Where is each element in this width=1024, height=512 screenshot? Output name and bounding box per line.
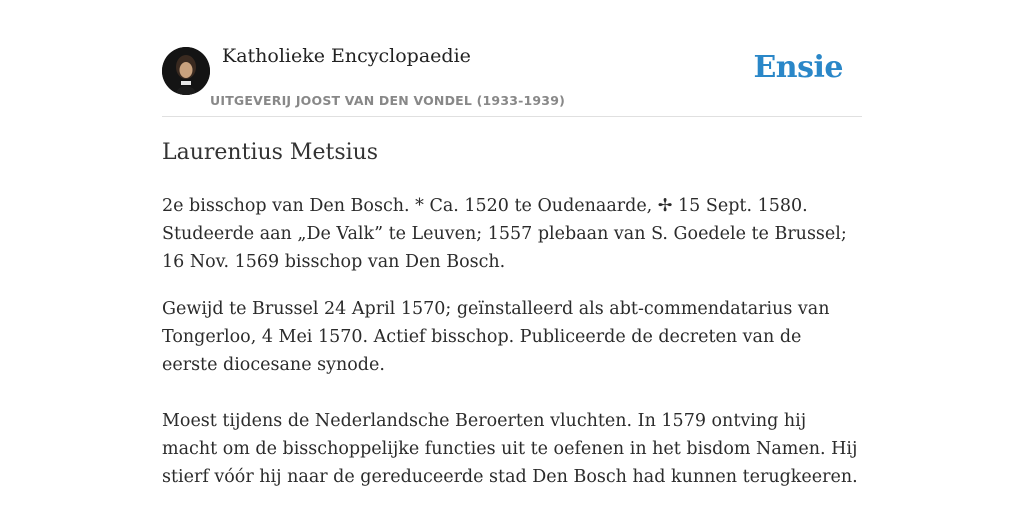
publication-title[interactable]: Katholieke Encyclopaedie bbox=[222, 45, 471, 67]
article-paragraph: Gewijd te Brussel 24 April 1570; geïnstalleerd als abt-commendatarius van Tongerloo, 4 Mei 1570. Actief bisschop. Publiceerde de decreten van de eerste diocesane synode. bbox=[162, 299, 830, 375]
brand-logo[interactable]: Ensie bbox=[753, 50, 843, 85]
header bbox=[162, 0, 862, 117]
publisher-subtitle: UITGEVERIJ JOOST VAN DEN VONDEL (1933-1939) bbox=[210, 93, 566, 108]
article-title: Laurentius Metsius bbox=[162, 140, 379, 165]
avatar[interactable] bbox=[162, 47, 210, 95]
article-paragraph: Moest tijdens de Nederlandsche Beroerten vluchten. In 1579 ontving hij macht om de bisschoppelijke functies uit te oefenen in het bisdom Namen. Hij stierf vóór hij naar de gereduceerde stad Den Bosch had kunnen terugkeeren. bbox=[162, 411, 858, 487]
article-paragraph: 2e bisschop van Den Bosch. * Ca. 1520 te Oudenaarde, ✢ 15 Sept. 1580. Studeerde aan „De Valk” te Leuven; 1557 plebaan van S. Goedele te Brussel; 16 Nov. 1569 bisschop van Den Bosch. bbox=[162, 196, 847, 272]
portrait-icon bbox=[162, 47, 210, 95]
